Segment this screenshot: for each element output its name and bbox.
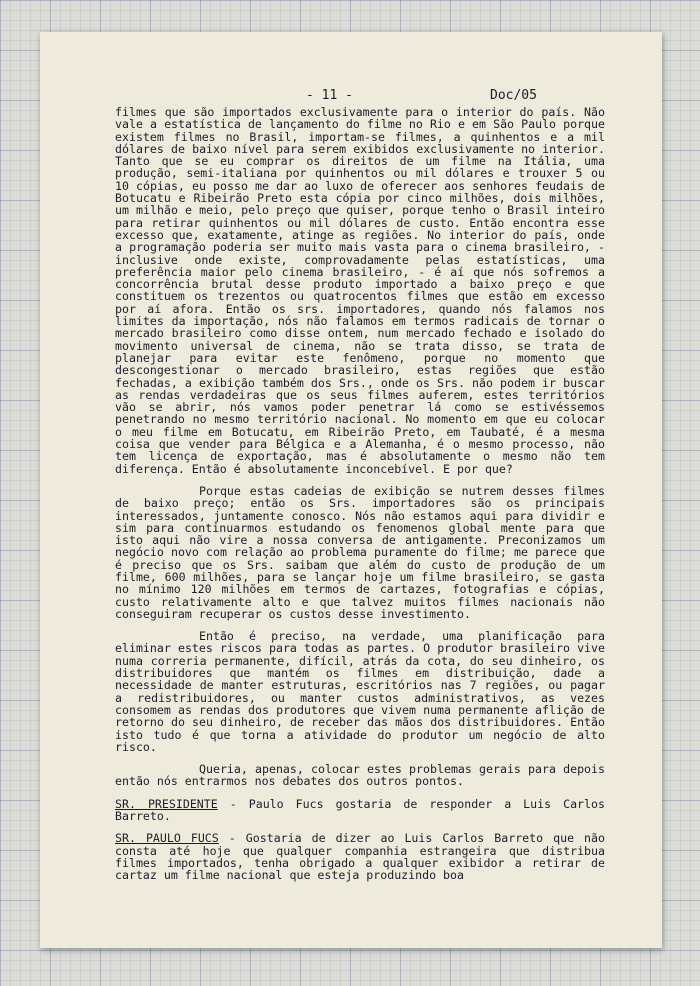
- speech-text: - Paulo Fucs gostaria de responder a Luis Carlos Barreto.: [115, 796, 605, 824]
- paragraph: filmes que são importados exclusivamente para o interior do país. Não vale a estatística de lançamento do filme no Rio e em São Paulo porque existem filmes no Brasil, importam-se filmes, a quinhentos e a mil dólares de baixo nível para serem exibidos exclusivamente no interior. Tanto que se eu comprar os direitos de um filme na Itália, uma produção, semi-italiana por quinhentos ou mil dólares e trouxer 5 ou 10 cópias, eu posso me dar ao luxo de oferecer aos senhores feudais de Botucatu e Ribeirão Preto esta cópia por cinco milhões, dois milhões, um milhão e meio, pelo preço que quiser, porque tenho o Brasil inteiro para retirar quinhentos ou mil dólares de custo. Então encontra esse excesso que, exatamente, atinge as regiões. No interior do país, onde a programação poderia ser muito mais vasta para o cinema brasileiro, - inclusive onde existe, comprovadamente pelas estatísticas, uma preferência maior pelo cinema brasileiro, - é aí que nós sofremos a concorrência brutal desse produto importado a baixo preço e que constituem os trezentos ou quatrocentos filmes que estão em excesso por aí afora. Então os srs. importadores, quando nós falamos nos limites da importação, nós não falamos em termos radicais de tornar o mercado brasileiro como disse ontem, num mercado fechado e isolado do movimento universal de cinema, não se trata disso, se trata de planejar para evitar este fenômeno, porque no momento que descongestionar o mercado brasileiro, estas regiões que estão fechadas, a exibição também dos Srs., onde os Srs. não podem ir buscar as rendas verdadeiras que os seus filmes auferem, estes territórios vão se abrir, nós vamos poder penetrar lá como se estivéssemos penetrando no mesmo território nacional. No momento em que eu colocar o meu filme em Botucatu, em Ribeirão Preto, em Taubaté, é a mesma coisa que vender para Bélgica e a Alemanha, é o mesmo processo, não tem licença de exportação, mas é absolutamente o mesmo não tem diferença. Então é absolutamente inconcebível. E por que?: [115, 105, 605, 476]
- speech-exchange: [115, 798, 605, 823]
- speech-exchange: [115, 832, 605, 881]
- paragraph: Então é preciso, na verdade, uma planificação para eliminar estes riscos para todas as partes. O produtor brasileiro vive numa correria permanente, difícil, atrás da cota, do seu dinheiro, os distribuidores que mantém os filmes em distribuição, dade a necessidade de manter estruturas, escritórios nas 7 regiões, ou pagar a redistribuidores, ou manter custos administrativos, as vezes consomem as rendas dos produtores que vivem numa permanente aflição de retorno do seu dinheiro, de receber das mãos dos distribuidores. Então isto tudo é que torna a atividade do produtor um negócio de alto risco.: [115, 629, 605, 754]
- paragraph: Queria, apenas, colocar estes problemas gerais para depois então nós entrarmos nos debates dos outros pontos.: [115, 762, 605, 789]
- speaker-name: SR. PRESIDENTE: [115, 796, 218, 811]
- document-body: [115, 106, 605, 882]
- document-id: Doc/05: [490, 88, 537, 103]
- speech-text: - Gostaria de dizer ao Luis Carlos Barreto que não consta até hoje que qualquer companhia estrangeira que distribua filmes importados, tenha obrigado a qualquer exibidor a retirar de cartaz um filme nacional que esteja produzindo boa: [115, 831, 605, 883]
- speaker-name: SR. PAULO FUCS: [115, 831, 219, 846]
- page-number: - 11 -: [306, 88, 353, 103]
- document-page: [40, 32, 662, 948]
- paragraph: Porque estas cadeias de exibição se nutrem desses filmes de baixo preço; então os Srs. importadores são os principais interessados, juntamente conosco. Nós não estamos aqui para dividir e sim para continuarmos estudando os fenomenos global mente para que isto aqui não vire a nossa conversa de antigamente. Preconizamos um negócio novo com relação ao problema puramente do filme; me parece que é preciso que os Srs. saibam que além do custo de produção de um filme, 600 milhões, para se lançar hoje um filme brasileiro, se gasta no mínimo 120 milhões em termos de cartazes, fotografias e cópias, custo relativamente alto e que talvez muitos filmes nacionais não conseguiram recuperar os custos desse investimento.: [115, 483, 605, 621]
